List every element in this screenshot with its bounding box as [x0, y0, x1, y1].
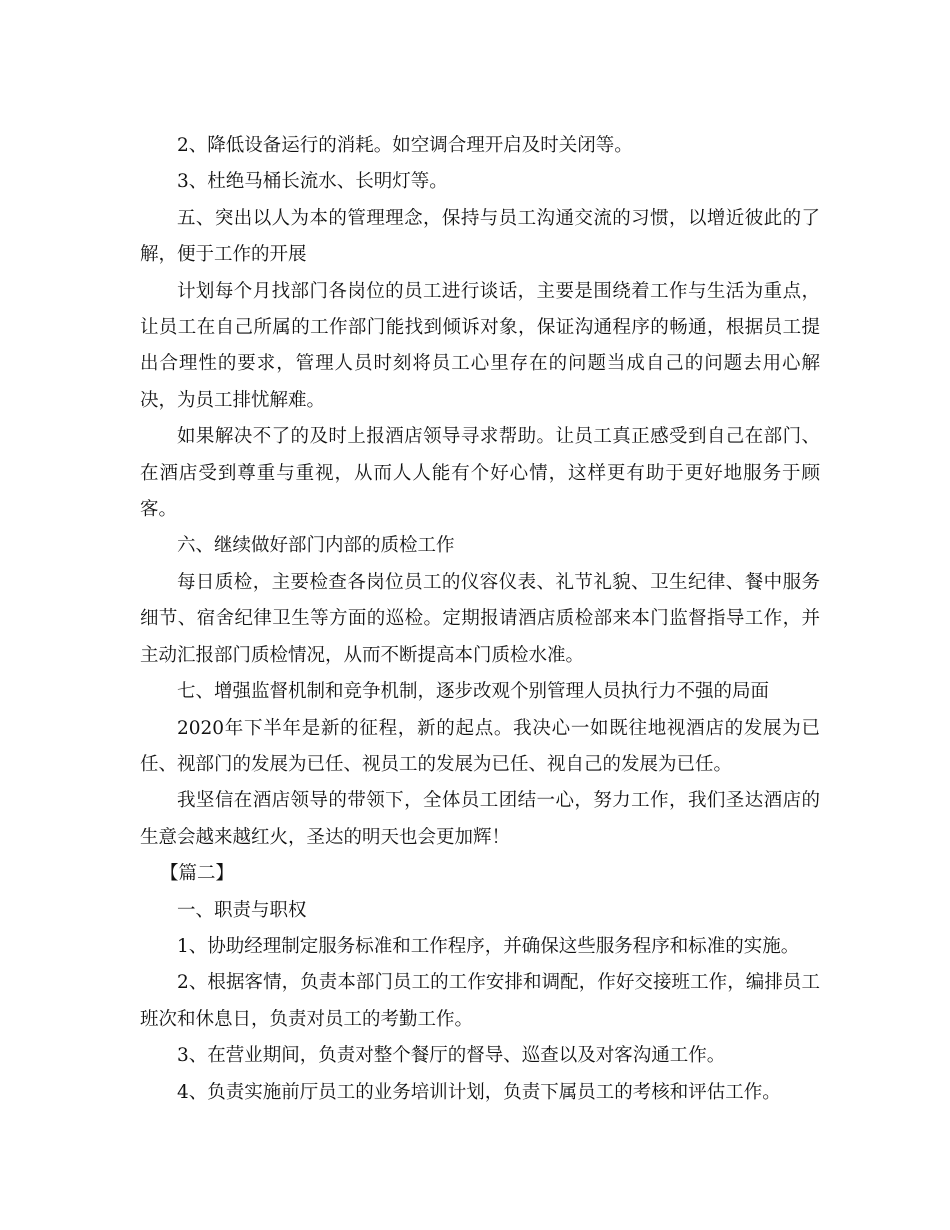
- paragraph-monthly-talks: 计划每个月找部门各岗位的员工进行谈话，主要是围绕着工作与生活为重点，让员工在自己所属的工作部门能找到倾诉对象，保证沟通程序的畅通，根据员工提出合理性的要求，管理人员时刻将员工心里存在的问题当成自己的问题去用心解决，为员工排忧解难。: [140, 280, 820, 411]
- duty-item-1: 1、协助经理制定服务标准和工作程序，并确保这些服务程序和标准的实施。: [177, 935, 800, 957]
- duty-item-4: 4、负责实施前厅员工的业务培训计划，负责下属员工的考核和评估工作。: [177, 1081, 781, 1103]
- document-body: [140, 128, 820, 1111]
- section-heading-six: 六、继续做好部门内部的质检工作: [177, 535, 455, 557]
- paragraph-new-journey: 2020年下半年是新的征程，新的起点。我决心一如既往地视酒店的发展为已任、视部门的发展为已任、视员工的发展为已任、视自己的发展为已任。: [140, 717, 820, 775]
- paragraph-stop-running-water: 3、杜绝马桶长流水、长明灯等。: [177, 171, 448, 193]
- section-heading-five: 五、突出以人为本的管理理念，保持与员工沟通交流的习惯，以增近彼此的了解，便于工作的开展: [140, 207, 820, 266]
- paragraph-report-to-leadership: 如果解决不了的及时上报酒店领导寻求帮助。让员工真正感受到自己在部门、在酒店受到尊重与重视，从而人人能有个好心情，这样更有助于更好地服务于顾客。: [140, 426, 820, 521]
- duty-item-2: 2、根据客情，负责本部门员工的工作安排和调配，作好交接班工作，编排员工班次和休息日，负责对员工的考勤工作。: [140, 972, 820, 1030]
- duty-item-3: 3、在营业期间，负责对整个餐厅的督导、巡查以及对客沟通工作。: [177, 1045, 726, 1067]
- paragraph-belief: 我坚信在酒店领导的带领下，全体员工团结一心，努力工作，我们圣达酒店的生意会越来越红火，圣达的明天也会更加辉！: [140, 790, 820, 848]
- section-heading-duties: 一、职责与职权: [177, 899, 307, 921]
- section-heading-seven: 七、增强监督机制和竞争机制，逐步改观个别管理人员执行力不强的局面: [177, 681, 770, 703]
- part-two-heading: 【篇二】: [160, 863, 235, 885]
- paragraph-daily-inspection: 每日质检，主要检查各岗位员工的仪容仪表、礼节礼貌、卫生纪律、餐中服务细节、宿舍纪律卫生等方面的巡检。定期报请酒店质检部来本门监督指导工作，并主动汇报部门质检情况，从而不断提高本门质检水准。: [140, 571, 820, 666]
- paragraph-reduce-equipment-consumption: 2、降低设备运行的消耗。如空调合理开启及时关闭等。: [177, 135, 633, 156]
